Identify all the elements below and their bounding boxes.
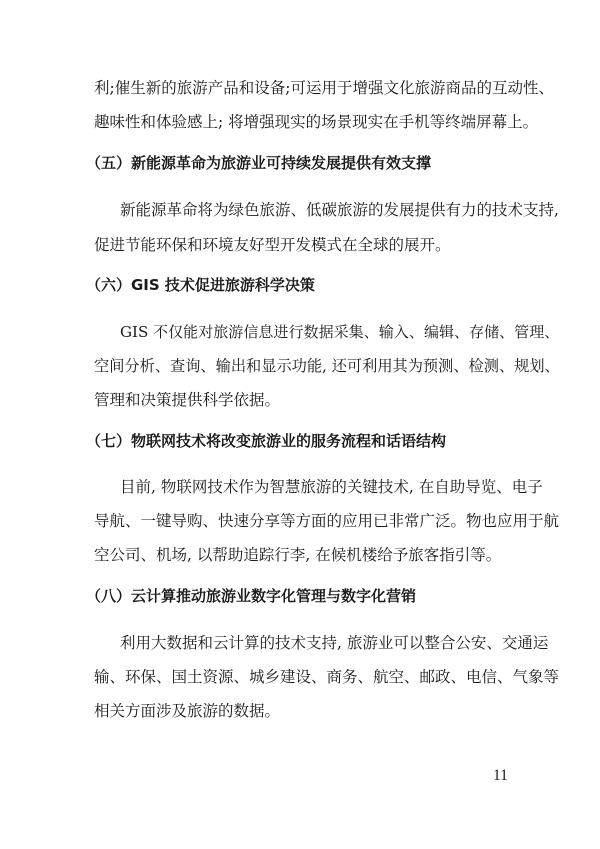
paragraph-line: 空公司、机场, 以帮助追踪行李, 在候机楼给予旅客指引等。: [94, 546, 502, 564]
paragraph-line: 管理和决策提供科学依据。: [94, 391, 281, 409]
paragraph-line: 促进节能环保和环境友好型开发模式在全球的展开。: [94, 236, 451, 254]
paragraph-line: 相关方面涉及旅游的数据。: [94, 702, 281, 720]
paragraph-line: 利;催生新的旅游产品和设备;可运用于增强文化旅游商品的互动性、: [94, 79, 554, 97]
paragraph-line: 利用大数据和云计算的技术支持, 旅游业可以整合公安、交通运: [120, 634, 549, 652]
paragraph-line: 输、环保、国土资源、城乡建设、商务、航空、邮政、电信、气象等: [94, 668, 560, 686]
paragraph-line: 趣味性和体验感上; 将增强现实的场景现实在手机等终端屏幕上。: [94, 113, 539, 131]
page-number: 11: [493, 767, 508, 784]
paragraph-line: GIS 不仅能对旅游信息进行数据采集、输入、编辑、存储、管理、: [120, 323, 560, 341]
paragraph-line: 空间分析、查询、输出和显示功能, 还可利用其为预测、检测、规划、: [94, 357, 560, 375]
section-heading: （七）物联网技术将改变旅游业的服务流程和话语结构: [86, 432, 447, 450]
paragraph-line: 导航、一键导购、快速分享等方面的应用已非常广泛。物也应用于航: [94, 512, 560, 530]
section-heading: （八）云计算推动旅游业数字化管理与数字化营销: [86, 587, 417, 605]
section-heading: （五）新能源革命为旅游业可持续发展提供有效支撑: [86, 154, 432, 172]
section-heading: （六）GIS 技术促进旅游科学决策: [86, 276, 315, 294]
paragraph-line: 目前, 物联网技术作为智慧旅游的关键技术, 在自助导览、电子: [120, 478, 543, 496]
paragraph-line: 新能源革命将为绿色旅游、低碳旅游的发展提供有力的技术支持,: [120, 201, 559, 219]
